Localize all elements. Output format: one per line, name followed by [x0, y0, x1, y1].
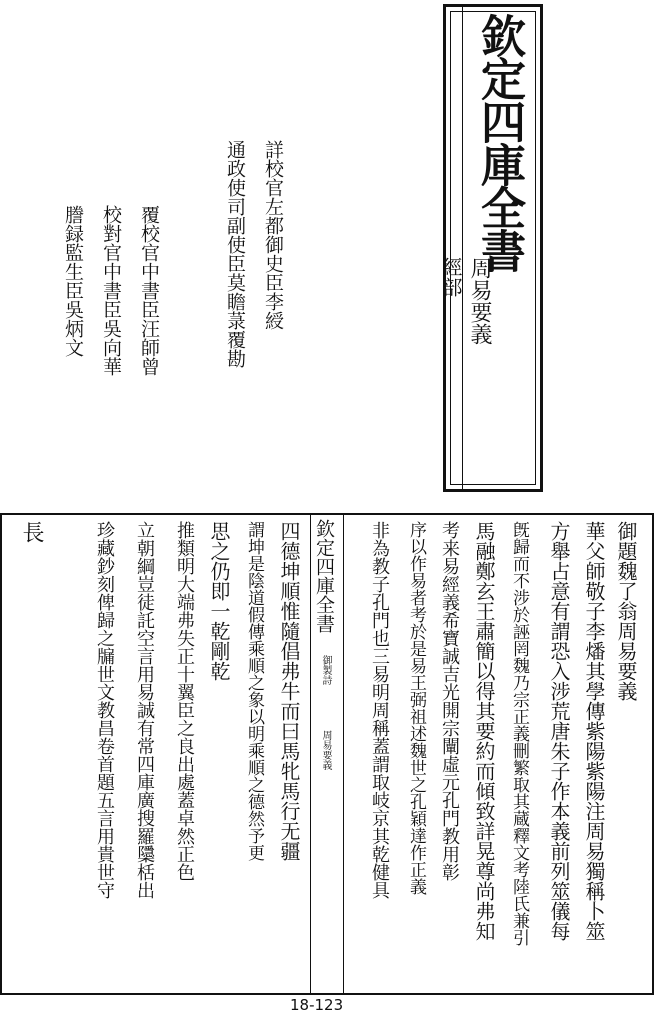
text-column: 非為教子孔門也三易明周稱蓋謂取岐京其乾健具: [369, 521, 390, 899]
text-column: 考来易經義希寶誠吉光開宗闡虛元孔門教用彰: [439, 521, 460, 881]
centerfold-title: 欽定四庫全書: [313, 519, 335, 633]
title-cartouche: [439, 4, 543, 492]
text-column: 華父師敬子李燔其學傳紫陽紫陽注周易獨稱卜筮: [582, 521, 606, 941]
text-column: 四德坤順惟隨倡弗牛而曰馬牝馬行无疆: [277, 521, 301, 861]
text-column: 方舉占意有謂恐入涉荒唐朱子作本義前列筮儀每: [547, 521, 571, 941]
supervisor-review: 通政使司副使臣莫瞻菉覆勘: [224, 140, 246, 368]
text-column: 思之仍即一乾剛乾: [207, 521, 231, 681]
text-column: 推類明大端弗失正十翼臣之良出處蓋卓然正色: [174, 521, 195, 881]
text-column: 序以作易者考於是易王弼祖述魏世之孔穎達作正義: [406, 521, 426, 895]
text-column: 旣歸而不涉於誣罔魏乃宗正義刪繁取其蔵釋文考陸氏兼引: [509, 521, 529, 946]
centerfold: [310, 515, 344, 993]
copyist: 謄録監生臣吳炳文: [62, 205, 84, 357]
edge-character: 長: [19, 521, 44, 543]
text-column: 馬融鄭玄王肅簡以得其要約而傾致詳晃尊尚弗知: [472, 521, 496, 941]
collection-title: 欽定四庫全書: [473, 13, 526, 271]
section-label: 經部: [439, 257, 463, 297]
text-column: 立朝綱豈徒託空言用易誠有常四庫廣搜羅櫽栝出: [134, 521, 155, 899]
centerfold-sub: 御製詩: [320, 655, 331, 685]
text-column: 珍藏鈔刻俾歸之牖世文教昌卷首題五言用貴世守: [94, 521, 115, 899]
review-proofreader: 覆校官中書臣汪師曾: [138, 205, 160, 376]
text-column: 謂坤是陰道假傳乘順之象以明乘順之德然予更: [244, 521, 264, 861]
book-title: 周易要義: [467, 257, 492, 345]
cartouche-divider: [462, 7, 463, 489]
text-column: 御題魏了翁周易要義: [614, 521, 638, 701]
page-number: 18-123: [290, 996, 344, 1014]
centerfold-book: 周易要義: [320, 730, 331, 770]
text-page: [0, 513, 654, 995]
proofreader: 校對官中書臣吳向華: [100, 205, 122, 376]
detailed-proofreader: 詳校官左都御史臣李綬: [262, 140, 284, 330]
